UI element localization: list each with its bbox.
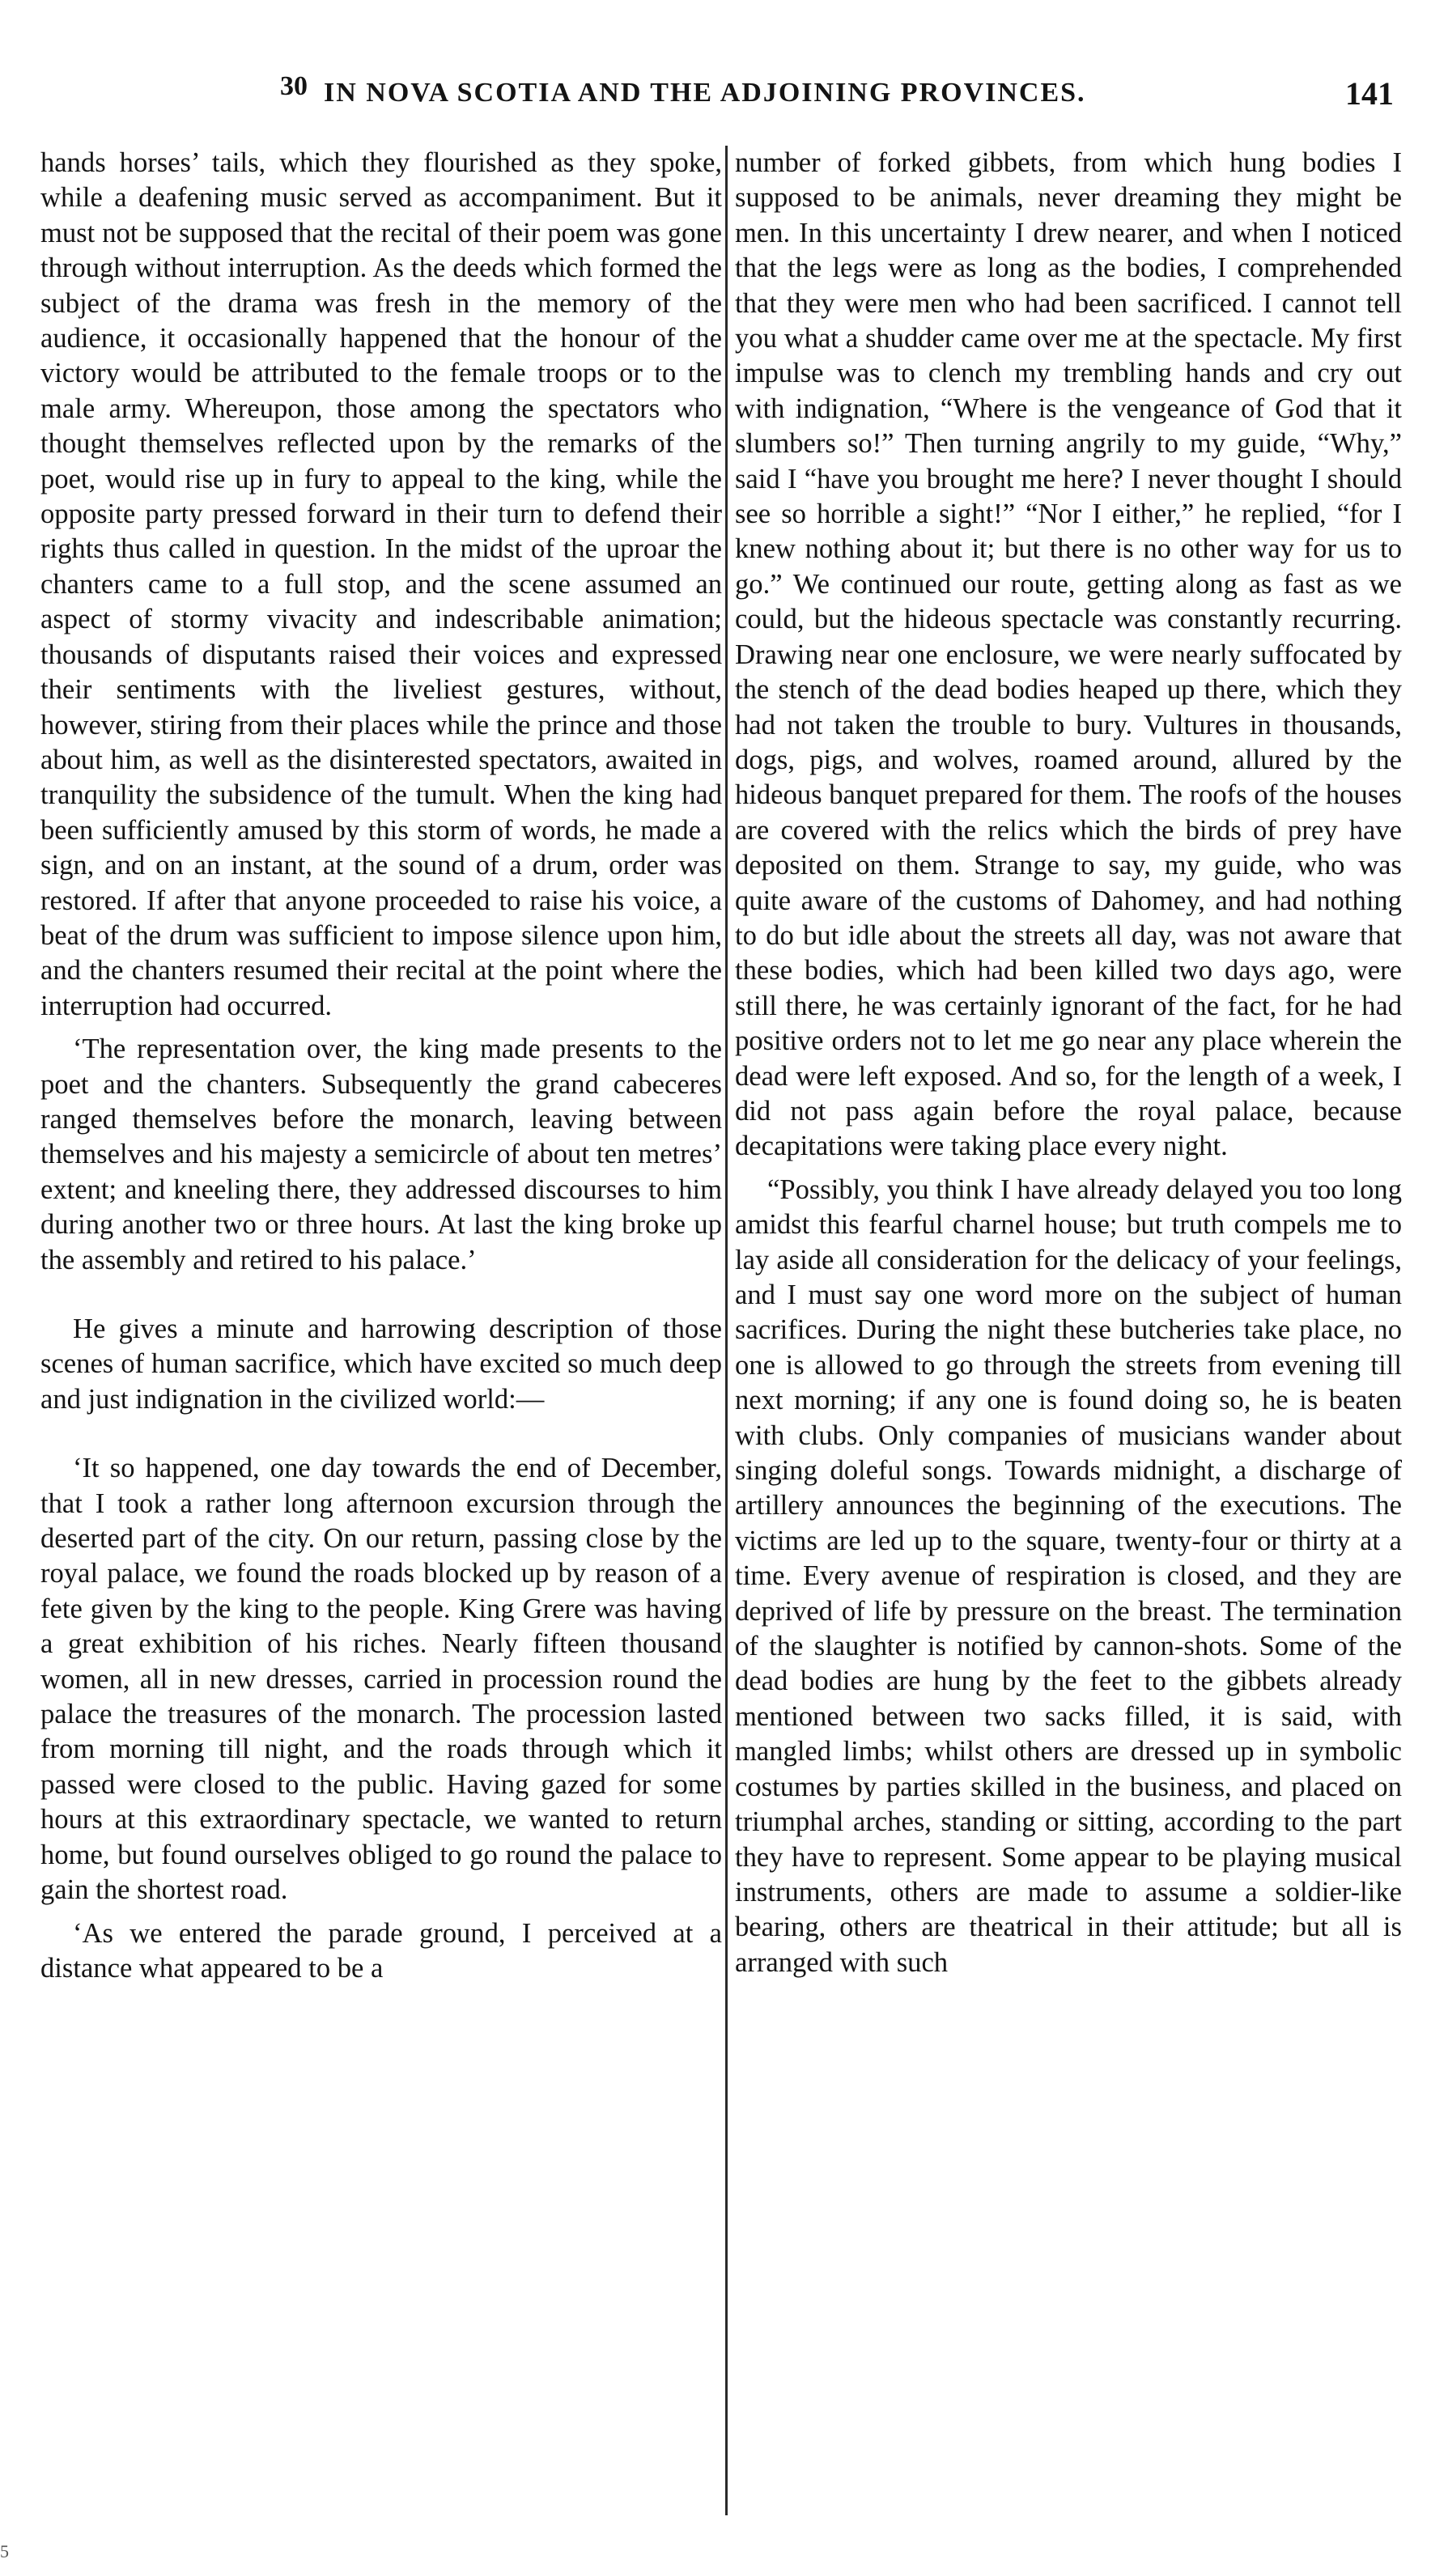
right-paragraph-2: “Possibly, you think I have already delayed you too long amidst this fearful charnel house; but truth compels me to lay aside all consideration for the delicacy of your feelings, and I must say one word more on the subject of human sacrifices. During the night these butcheries take place, no one is allowed to go through the streets from evening till next morning; if any one is found doing so, he is beaten with clubs. Only companies of musicians wander about singing doleful songs. Towards midnight, a discharge of artillery announces the beginning of the executions. The victims are led up to the square, twenty-four or thirty at a time. Every avenue of respiration is closed, and they are deprived of life by pressure on the breast. The termination of the slaughter is notified by cannon-shots. Some of the dead bodies are hung by the feet to the gibbets already mentioned between two sacks filled, it is said, with mangled limbs; whilst others are dressed up in symbolic costumes by parties skilled in the business, and placed on triumphal arches, standing or sitting, according to the part they have to represent. Some appear to be playing musical instruments, others are made to assume a soldier-like bearing, others are theatrical in their attitude; but all is arranged with such — [735, 1173, 1402, 1978]
left-paragraph-2: ‘The representation over, the king made presents to the poet and the chanters. Subsequently the grand cabeceres ranged themselves before the monarch, leaving between themselves and his majesty a semicircle of about ten metres’ extent; and kneeling there, they addressed discourses to him during another two or three hours. At last the king broke up the assembly and retired to his palace.’ — [40, 1033, 722, 1275]
left-column — [40, 146, 722, 1986]
left-paragraph-1: hands horses’ tails, which they flourished as they spoke, while a deafening music served as accompaniment. But it must not be supposed that the recital of their poem was gone through without interruption. As the deeds which formed the subject of the drama was fresh in the memory of the audience, it occasionally happened that the honour of the victory would be attributed to the female troops or to the male army. Whereupon, those among the spectators who thought themselves reflected upon by the remarks of the poet, would rise up in fury to appeal to the king, while the opposite party pressed forward in their turn to defend their rights thus called in question. In the midst of the uproar the chanters came to a full stop, and the scene assumed an aspect of stormy vivacity and indescribable animation; thousands of disputants raised their voices and expressed their sentiments with the liveliest gestures, without, however, stiring from their places while the prince and those about him, as well as the disinterested spectators, awaited in tranquility the subsidence of the tumult. When the king had been sufficiently amused by this storm of words, he made a sign, and on an instant, at the sound of a drum, order was restored. If after that anyone proceeded to raise his voice, a beat of the drum was sufficient to impose silence upon him, and the chanters resumed their recital at the point where the interruption had occurred. — [40, 147, 722, 1021]
column-divider — [725, 146, 728, 2515]
right-column — [735, 146, 1402, 1980]
right-paragraph-1: number of forked gibbets, from which hung bodies I supposed to be animals, never dreaming they might be men. In this uncertainty I drew nearer, and when I noticed that the legs were as long as the bodies, I comprehended that they were men who had been sacrificed. I cannot tell you what a shudder came over me at the spectacle. My first impulse was to clench my trembling hands and cry out with indignation, “Where is the vengeance of God that it slumbers so!” Then turning angrily to my guide, “Why,” said I “have you brought me here? I never thought I should see so horrible a sight!” “Nor I either,” he replied, “for I knew nothing about it; but there is no other way for us to go.” We continued our route, getting along as fast as we could, but the hideous spectacle was constantly recurring. Drawing near one enclosure, we were nearly suffocated by the stench of the dead bodies heaped up there, which they had not taken the trouble to bury. Vultures in thousands, dogs, pigs, and wolves, roamed around, allured by the hideous banquet prepared for them. The roofs of the houses are covered with the relics which the birds of prey have deposited on them. Strange to say, my guide, who was quite aware of the customs of Dahomey, and had nothing to do but idle about the streets all day, was not aware that these bodies, which had been killed two days ago, were still there, he was certainly ignorant of the fact, for he had positive orders not to let me go near any place wherein the dead were left exposed. And so, for the length of a week, I did not pass again before the royal palace, because decapitations were taking place every night. — [735, 147, 1402, 1162]
running-head: IN NOVA SCOTIA AND THE ADJOINING PROVINCES. — [324, 78, 1086, 108]
page-number: 141 — [1345, 75, 1394, 112]
header-mark: 30 — [280, 71, 308, 101]
left-paragraph-3: He gives a minute and harrowing description of those scenes of human sacrifice, which have excited so much deep and just indignation in the civilized world:— — [40, 1313, 722, 1415]
footer-mark: 5 — [0, 2541, 9, 2561]
left-paragraph-4: ‘It so happened, one day towards the end of December, that I took a rather long afternoon excursion through the deserted part of the city. On our return, passing close by the royal palace, we found the roads blocked up by reason of a fete given by the king to the people. King Grere was having a great exhibition of his riches. Nearly fifteen thousand women, all in new dresses, carried in procession round the palace the treasures of the monarch. The procession lasted from morning till night, and the roads through which it passed were closed to the public. Having gazed for some hours at this extraordinary spectacle, we wanted to return home, but found ourselves obliged to go round the palace to gain the shortest road. — [40, 1453, 722, 1906]
left-paragraph-5: ‘As we entered the parade ground, I perceived at a distance what appeared to be a — [40, 1917, 722, 1984]
page-header — [49, 71, 1408, 120]
